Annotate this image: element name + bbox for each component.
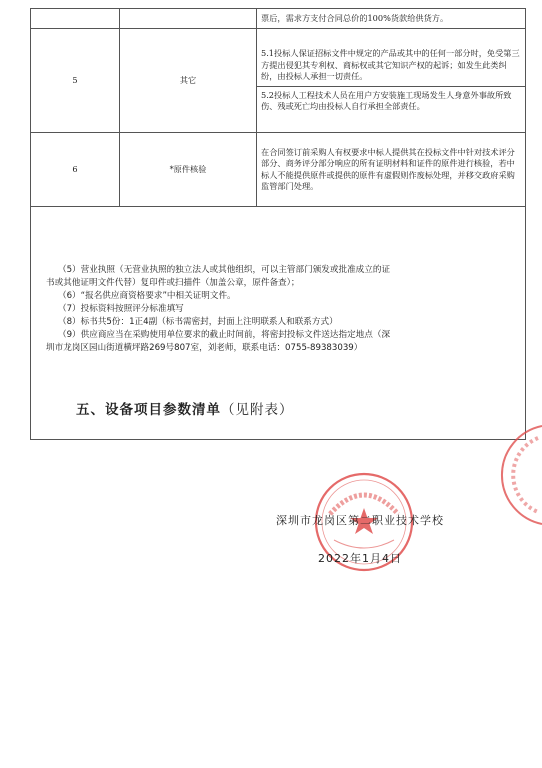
note-5-line2: 书或其他证明文件代替）复印件或扫描件（加盖公章，原件备查）；: [46, 278, 300, 288]
item-cell: *原件核验: [120, 133, 257, 207]
original-verification-text: 在合同签订前采购人有权要求中标人提供其在投标文件中针对技术评分部分、商务评分部分响应的所有证明材料和证件的原件进行核验，若中标人不能提供原件或提供的原件有虚假则作废标处理，并移交政府采购监管部门处理。: [261, 146, 515, 191]
index-cell: [31, 9, 120, 29]
content-cell: [257, 29, 526, 133]
qualification-notes: [46, 264, 516, 355]
note-6: （6）“报名供应商资格要求”中相关证明文件。: [58, 291, 236, 301]
table-row: [31, 29, 526, 133]
note-9-line1: （9）供应商应当在采购使用单位要求的截止时间前，将密封投标文件送达指定地点（深: [58, 330, 391, 340]
section-title: 五、设备项目参数清单: [76, 402, 221, 418]
content-cell: [257, 133, 526, 207]
note-8: （8）标书共5份：1正4副（标书需密封，封面上注明联系人和联系方式）: [58, 317, 338, 327]
table-row: [31, 133, 526, 207]
content-cell: [257, 9, 526, 29]
signing-date: 2022年1月4日: [318, 552, 402, 565]
clause-5-1: 5.1投标人保证招标文件中规定的产品或其中的任何一部分时，免受第三方提出侵犯其专利权、商标权或其它知识产权的起诉；如发生此类纠纷，由投标人承担一切责任。: [261, 48, 520, 82]
requirements-table: [30, 8, 526, 207]
index-cell: 5: [31, 29, 120, 133]
index-cell: 6: [31, 133, 120, 207]
note-9-line2: 圳市龙岗区园山街道横坪路269号807室，刘老师，联系电话：0755-89383039）: [46, 343, 363, 353]
table-row: [31, 9, 526, 29]
section-suffix: （见附表）: [221, 402, 294, 418]
note-5-line1: （5）营业执照（无营业执照的独立法人或其他组织，可以主管部门颁发或批准成立的证: [58, 265, 391, 275]
section-heading: [76, 398, 294, 418]
signing-organization: 深圳市龙岗区第二职业技术学校: [276, 514, 444, 527]
note-7: （7）投标资料按照评分标准填写: [58, 304, 184, 314]
clause-5-2: 5.2投标人工程技术人员在用户方安装施工现场发生人身意外事故所致伤、残或死亡均由投标人自行承担全部责任。: [261, 89, 512, 112]
partial-seal-stamp: [498, 420, 542, 530]
payment-text: 票后，需求方支付合同总价的100%货款给供货方。: [261, 12, 449, 23]
item-cell: [120, 9, 257, 29]
item-cell: 其它: [120, 29, 257, 133]
